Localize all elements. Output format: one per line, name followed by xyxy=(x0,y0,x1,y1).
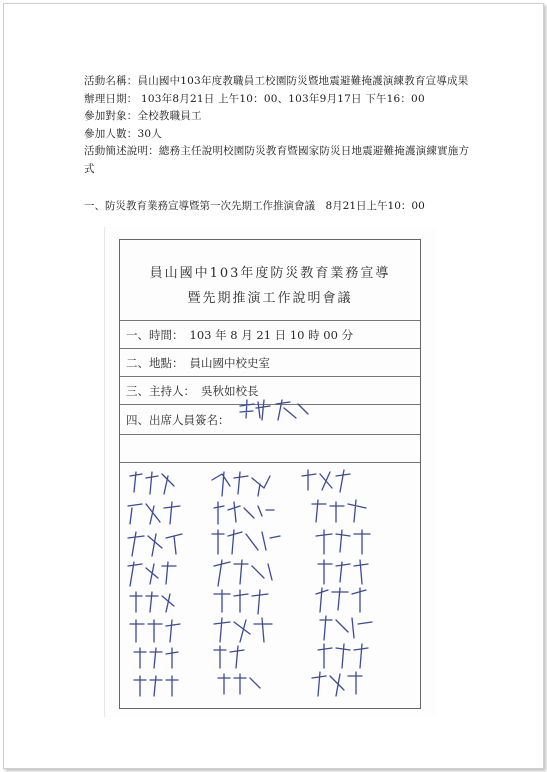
principal-signature xyxy=(240,400,308,420)
sheet-title-line2: 暨先期推演工作說明會議 xyxy=(187,291,353,306)
document-page xyxy=(3,3,544,769)
sheet-attendee-label: 四、出席人員簽名： xyxy=(126,413,230,427)
section-title: 一、防災教育業務宣導暨第一次先期工作推演會議 8月21日上午10：00 xyxy=(84,200,425,212)
handwritten-signatures xyxy=(120,240,420,708)
sheet-host-value: 吳秋如校長 xyxy=(201,384,259,398)
sheet-title-line1: 員山國中103年度防災教育業務宣導 xyxy=(149,266,391,281)
activity-header xyxy=(84,73,474,178)
signin-sheet xyxy=(119,239,421,709)
activity-participants: 參加對象：全校教職員工 xyxy=(84,110,202,122)
sheet-place-value: 員山國中校史室 xyxy=(189,356,270,370)
sheet-place-label: 二、地點： xyxy=(126,356,184,370)
sheet-time-value: 103 年 8 月 21 日 10 時 00 分 xyxy=(189,328,354,342)
sheet-time-label: 一、時間： xyxy=(126,328,184,342)
sheet-host-label: 三、主持人： xyxy=(126,384,195,398)
activity-description: 活動簡述說明：總務主任說明校園防災教育暨國家防災日地震避難掩護演練實施方式 xyxy=(84,145,470,175)
activity-time: 辦理日期： 103年8月21日 上午10：00、103年9月17日 下午16：00 xyxy=(84,92,425,105)
signin-sheet-photo xyxy=(104,227,435,717)
activity-count: 參加人數：30人 xyxy=(84,127,162,140)
activity-name: 活動名稱：員山國中103年度教職員工校園防災暨地震避難掩護演練教育宣導成果 xyxy=(84,75,469,87)
